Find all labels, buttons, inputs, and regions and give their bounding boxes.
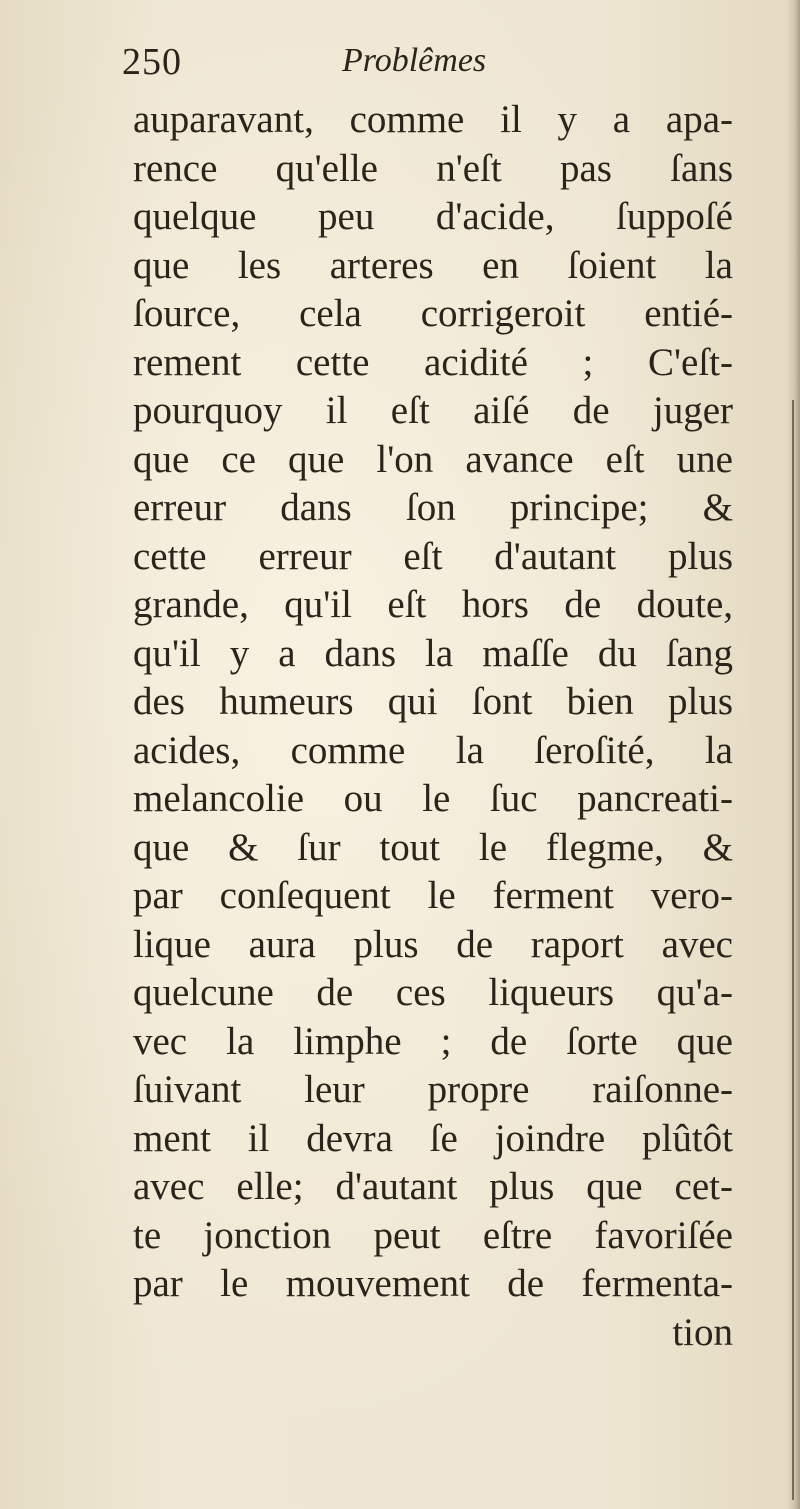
page-edge-line xyxy=(792,400,794,1500)
text-line: acides, comme la ſeroſité, la xyxy=(133,728,733,772)
text-line: qu'il y a dans la maſſe du ſang xyxy=(133,631,733,675)
page-header xyxy=(122,40,722,100)
text-line: quelque peu d'acide, ſuppoſé xyxy=(133,195,733,238)
text-line: que & ſur tout le flegme, & xyxy=(133,825,733,869)
text-line: quelcune de ces liqueurs qu'a- xyxy=(133,971,733,1014)
body-text xyxy=(133,96,733,1357)
text-line: melancolie ou le ſuc pancreati- xyxy=(133,777,733,820)
text-line: rence qu'elle n'eſt pas ſans xyxy=(133,146,733,190)
text-line: ment il devra ſe joindre plûtôt xyxy=(133,1116,733,1160)
text-line: rement cette acidité ; C'eſt- xyxy=(133,340,733,384)
text-line: que ce que l'on avance eſt une xyxy=(133,437,733,481)
text-line: avec elle; d'autant plus que cet- xyxy=(133,1165,733,1208)
text-line: des humeurs qui ſont bien plus xyxy=(133,680,733,723)
page-number: 250 xyxy=(122,41,182,83)
catchword: tion xyxy=(672,1310,733,1354)
running-head: Problêmes xyxy=(342,42,487,79)
text-line: vec la limphe ; de ſorte que xyxy=(133,1019,733,1063)
text-line: ſuivant leur propre raiſonne- xyxy=(133,1068,733,1111)
text-line: te jonction peut eſtre favoriſée xyxy=(133,1213,733,1257)
text-line: pourquoy il eſt aiſé de juger xyxy=(133,389,733,432)
text-line: grande, qu'il eſt hors de doute, xyxy=(133,583,733,626)
text-line: erreur dans ſon principe; & xyxy=(133,486,733,529)
text-line: par le mouvement de fermenta- xyxy=(133,1262,733,1305)
text-line: cette erreur eſt d'autant plus xyxy=(133,534,733,578)
text-line: auparavant, comme il y a apa- xyxy=(133,98,733,141)
text-line: lique aura plus de raport avec xyxy=(133,922,733,966)
text-line: par conſequent le ferment vero- xyxy=(133,874,733,917)
text-line: ſource, cela corrigeroit entié- xyxy=(133,292,733,335)
text-line: que les arteres en ſoient la xyxy=(133,243,733,287)
